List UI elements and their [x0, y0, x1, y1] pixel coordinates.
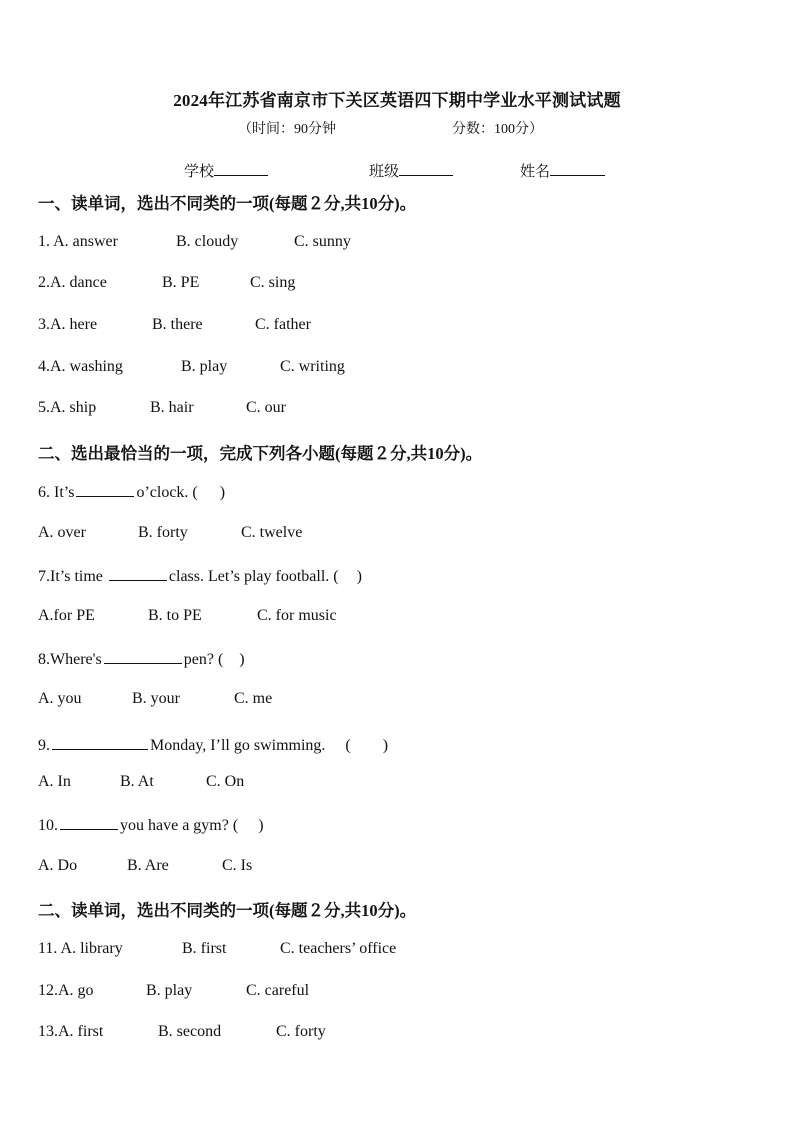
option-b[interactable]: B. Are: [127, 857, 169, 874]
class-field[interactable]: 班级: [369, 160, 453, 181]
section-heading: 一、读单词，选出不同类的一项(每题２分,共10分)。: [38, 194, 417, 213]
option-a[interactable]: 12.A. go: [38, 982, 94, 999]
option-c[interactable]: C. our: [246, 399, 286, 416]
option-c[interactable]: C. Is: [222, 857, 253, 874]
option-b[interactable]: B. first: [182, 940, 227, 957]
option-c[interactable]: C. me: [234, 690, 273, 707]
option-a[interactable]: 2.A. dance: [38, 274, 107, 291]
option-a[interactable]: 4.A. washing: [38, 358, 123, 375]
option-c[interactable]: C. for music: [257, 607, 337, 624]
option-b[interactable]: B. there: [152, 316, 203, 333]
option-c[interactable]: C. sing: [250, 274, 296, 291]
page-title: 2024年江苏省南京市下关区英语四下期中学业水平测试试题: [173, 91, 621, 110]
option-a[interactable]: A. Do: [38, 857, 78, 874]
option-c[interactable]: C. writing: [280, 358, 345, 375]
option-b[interactable]: B. your: [132, 690, 180, 707]
exam-score: 分数：100分）: [452, 122, 543, 137]
option-b[interactable]: B. to PE: [148, 607, 202, 624]
option-b[interactable]: B. forty: [138, 524, 188, 541]
name-field[interactable]: 姓名: [520, 160, 605, 181]
school-field[interactable]: 学校: [184, 160, 268, 181]
exam-time: （时间：90分钟: [238, 122, 336, 137]
option-a[interactable]: A.for PE: [38, 607, 95, 624]
option-b[interactable]: B. cloudy: [176, 233, 239, 250]
option-b[interactable]: B. play: [146, 982, 193, 999]
option-a[interactable]: 11. A. library: [38, 940, 123, 957]
option-a[interactable]: 5.A. ship: [38, 399, 97, 416]
option-c[interactable]: C. forty: [276, 1023, 326, 1040]
question-6: 6. It’s o’clock. ( ): [38, 484, 226, 501]
option-b[interactable]: B. second: [158, 1023, 222, 1040]
option-c[interactable]: C. father: [255, 316, 311, 333]
option-c[interactable]: C. sunny: [294, 233, 351, 250]
option-c[interactable]: C. On: [206, 773, 245, 790]
option-a[interactable]: A. you: [38, 690, 82, 707]
question-9: 9. Monday, I’ll go swimming. ( ): [38, 737, 389, 754]
option-a[interactable]: A. In: [38, 773, 71, 790]
answer-blank[interactable]: [52, 735, 148, 750]
option-a[interactable]: 3.A. here: [38, 316, 98, 333]
school-blank[interactable]: [214, 161, 268, 176]
answer-blank[interactable]: [76, 482, 134, 497]
answer-blank[interactable]: [109, 566, 167, 581]
option-c[interactable]: C. twelve: [241, 524, 303, 541]
option-a[interactable]: 13.A. first: [38, 1023, 104, 1040]
option-a[interactable]: A. over: [38, 524, 86, 541]
section-heading: 二、读单词，选出不同类的一项(每题２分,共10分)。: [38, 901, 417, 920]
question-7: 7.It’s time class. Let’s play football. ( ): [38, 568, 362, 585]
option-b[interactable]: B. PE: [162, 274, 200, 291]
option-b[interactable]: B. play: [181, 358, 228, 375]
name-blank[interactable]: [550, 161, 605, 176]
option-c[interactable]: C. teachers’ office: [280, 940, 397, 957]
question-8: 8.Where's pen? ( ): [38, 651, 245, 668]
option-b[interactable]: B. hair: [150, 399, 194, 416]
answer-blank[interactable]: [60, 815, 118, 830]
class-blank[interactable]: [399, 161, 453, 176]
answer-blank[interactable]: [104, 649, 182, 664]
section-heading: 二、选出最恰当的一项，完成下列各小题(每题２分,共10分)。: [38, 444, 483, 463]
option-a[interactable]: 1. A. answer: [38, 233, 118, 250]
option-b[interactable]: B. At: [120, 773, 154, 790]
option-c[interactable]: C. careful: [246, 982, 310, 999]
question-10: 10. you have a gym? ( ): [38, 817, 264, 834]
